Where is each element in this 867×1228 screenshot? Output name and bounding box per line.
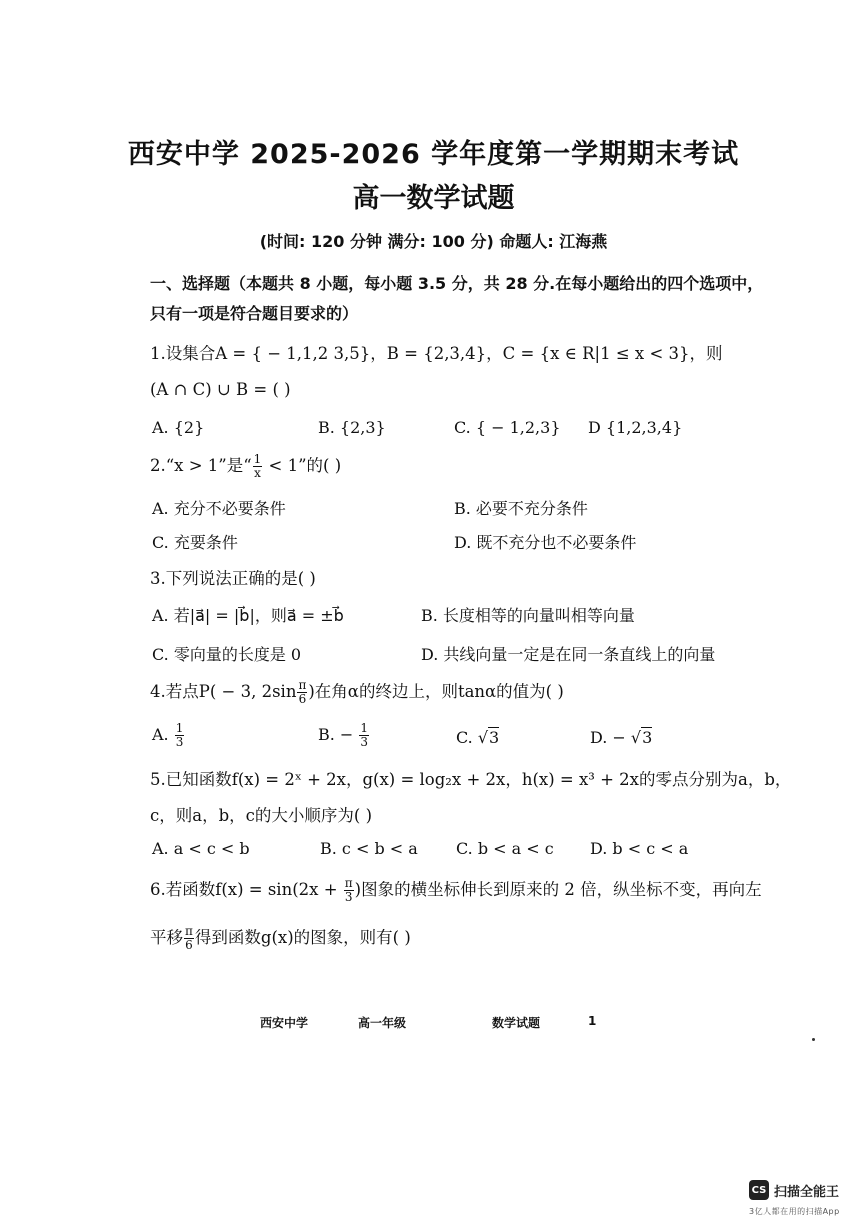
q2-frac-den: x [254, 466, 261, 480]
q2-option-c: C. 充要条件 [152, 533, 238, 552]
q4-option-c-radicand: 3 [489, 728, 500, 747]
q6-stem-suffix: )图象的横坐标伸长到原来的 2 倍，纵坐标不变，再向左 [354, 880, 762, 899]
q4-option-a [152, 722, 185, 749]
q6-fraction [344, 877, 354, 904]
q1-option-a: A. {2} [152, 418, 205, 437]
q1-option-c: C. { − 1,2,3} [454, 418, 561, 437]
watermark-tagline: 3亿人都在用的扫描App [749, 1207, 840, 1216]
q2-stem-prefix: 2.“x > 1”是“ [150, 456, 252, 475]
q6-stem-line1 [150, 876, 762, 904]
exam-title: 西安中学 2025-2026 学年度第一学期期末考试 [127, 139, 740, 170]
q6-stem-prefix: 6.若函数f(x) = sin(2x + [150, 880, 343, 899]
q4-option-b-fraction [359, 722, 369, 749]
q5-option-a: A. a < c < b [152, 839, 250, 858]
footer-grade: 高一年级 [358, 1016, 407, 1030]
q4-option-b-num: 1 [360, 721, 369, 735]
q4-option-d-radicand: 3 [642, 728, 653, 747]
q4-option-c [456, 728, 499, 747]
section-heading-line2: 只有一项是符合题目要求的） [150, 304, 359, 323]
q2-stem-suffix: < 1”的( ) [263, 456, 342, 475]
q4-stem-prefix: 4.若点P( − 3, 2sin [150, 682, 297, 701]
q5-stem-line2: c，则a，b，c的大小顺序为( ) [150, 806, 373, 825]
q4-option-d-label: D. − √ [590, 728, 642, 747]
q3-option-c: C. 零向量的长度是 0 [152, 645, 302, 664]
footer-page-number: 1 [588, 1014, 597, 1028]
exam-subtitle: 高一数学试题 [352, 183, 515, 214]
q4-option-a-label: A. [152, 725, 174, 744]
scan-speck [812, 1038, 815, 1041]
q2-stem [150, 452, 341, 480]
q6-frac2-num: π [185, 924, 193, 938]
q4-option-b-label: B. − [318, 725, 359, 744]
q4-stem [150, 678, 564, 706]
q2-option-b: B. 必要不充分条件 [454, 499, 588, 518]
q6-stem-b-prefix: 平移 [150, 928, 183, 947]
q6-fraction-2 [184, 925, 194, 952]
q2-fraction [253, 453, 263, 480]
q3-option-d: D. 共线向量一定是在同一条直线上的向量 [421, 645, 716, 664]
q1-option-b: B. {2,3} [318, 418, 386, 437]
q6-frac-den: 3 [344, 890, 353, 904]
q6-frac-num: π [344, 876, 353, 890]
q4-option-a-fraction [175, 722, 185, 749]
q4-stem-suffix: )在角α的终边上，则tanα的值为( ) [308, 682, 564, 701]
q4-option-a-num: 1 [175, 721, 184, 735]
q3-option-b: B. 长度相等的向量叫相等向量 [421, 606, 635, 625]
q1-stem-line2: (A ∩ C) ∪ B = ( ) [150, 380, 291, 399]
q4-fraction [297, 679, 307, 706]
q4-option-b [318, 722, 370, 749]
q4-option-b-den: 3 [360, 735, 369, 749]
q5-option-c: C. b < a < c [456, 839, 554, 858]
q2-option-d: D. 既不充分也不必要条件 [454, 533, 637, 552]
q6-stem-b-suffix: 得到函数g(x)的图象，则有( ) [194, 928, 411, 947]
section-heading-line1: 一、选择题（本题共 8 小题，每小题 3.5 分，共 28 分.在每小题给出的四个选项中， [150, 274, 764, 293]
q6-stem-line2 [150, 924, 411, 952]
q5-option-b: B. c < b < a [320, 839, 418, 858]
q4-option-a-den: 3 [175, 735, 184, 749]
watermark-name: 扫描全能王 [774, 1184, 840, 1200]
footer-school: 西安中学 [260, 1016, 309, 1030]
q3-option-a: A. 若|a⃗| = |b⃗|，则a⃗ = ±b⃗ [152, 606, 344, 625]
q2-frac-num: 1 [253, 452, 262, 466]
q5-option-d: D. b < c < a [590, 839, 689, 858]
q3-stem: 3.下列说法正确的是( ) [150, 569, 316, 588]
q1-stem-line1: 1.设集合A = { − 1,1,2 3,5}，B = {2,3,4}，C = {x ∈ R|1 ≤ x < 3}，则 [150, 344, 723, 363]
q1-option-d: D {1,2,3,4} [588, 418, 683, 437]
camscanner-logo-icon: CS [749, 1180, 769, 1200]
q4-option-d [590, 728, 652, 747]
exam-meta: (时间: 120 分钟 满分: 100 分) 命题人: 江海燕 [259, 232, 608, 251]
scanner-watermark [749, 1180, 839, 1200]
q4-frac-num: π [298, 678, 307, 692]
q6-frac2-den: 6 [185, 938, 193, 952]
q2-option-a: A. 充分不必要条件 [152, 499, 286, 518]
q4-frac-den: 6 [298, 692, 307, 706]
footer-subject: 数学试题 [492, 1016, 541, 1030]
q5-stem-line1: 5.已知函数f(x) = 2ˣ + 2x，g(x) = log₂x + 2x，h(x) = x³ + 2x的零点分别为a，b， [150, 770, 792, 789]
q4-option-c-label: C. √ [456, 728, 489, 747]
